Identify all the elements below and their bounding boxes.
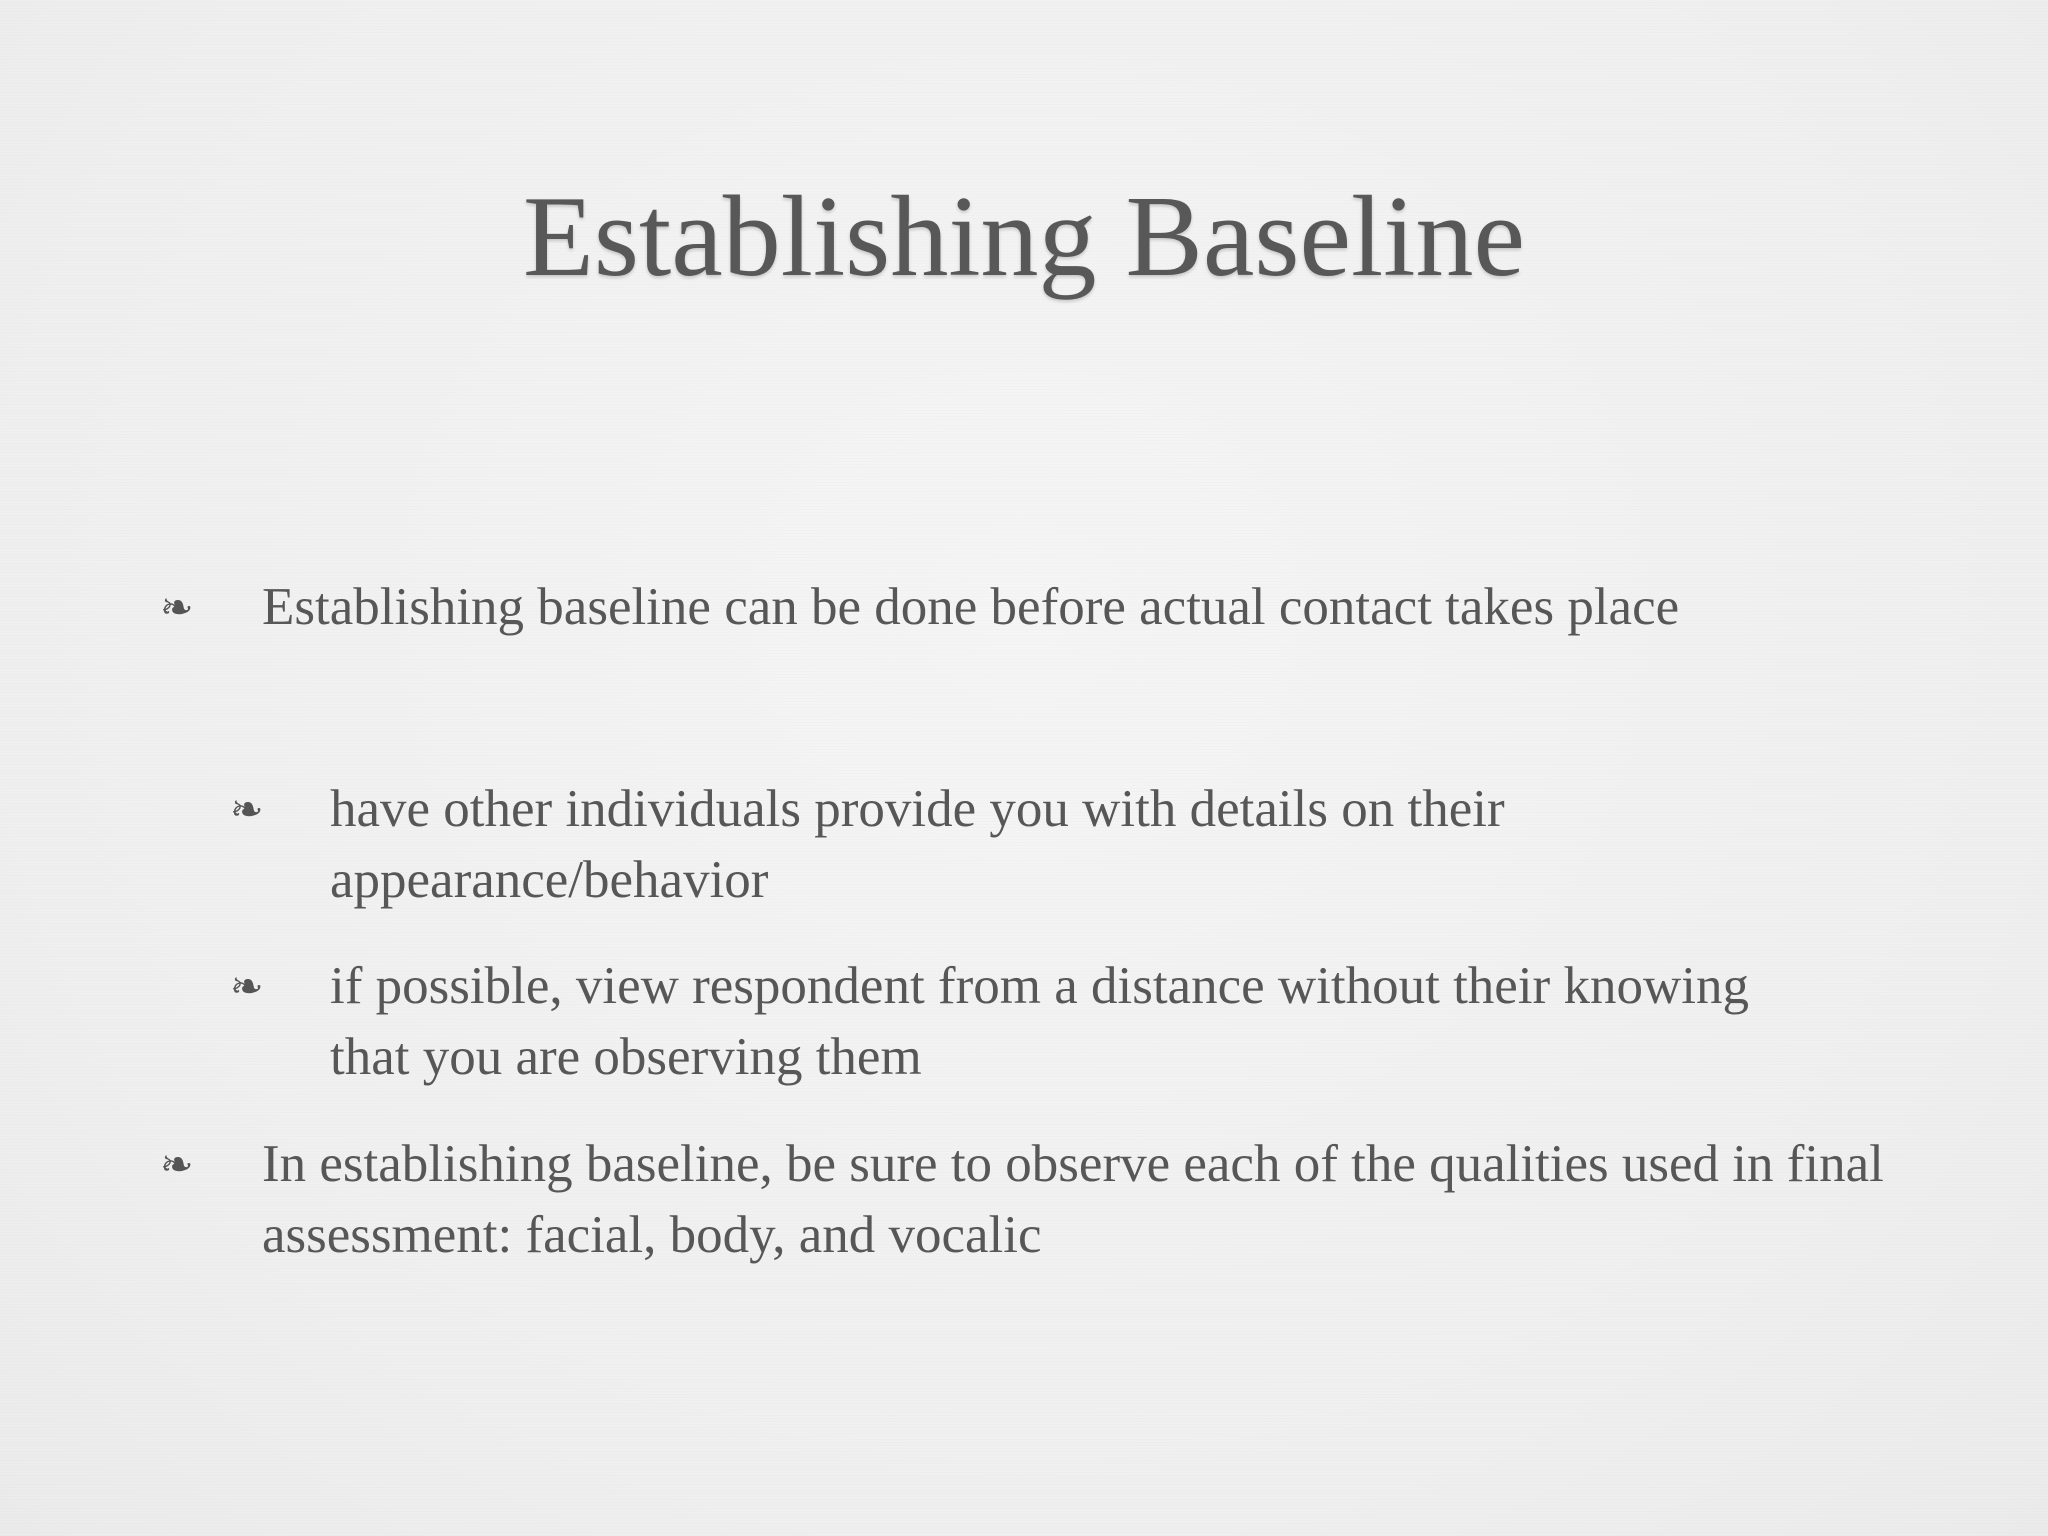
bullet-text-3: if possible, view respondent from a distance without their knowing that you are observing them — [330, 957, 1749, 1086]
floral-bullet-icon: ❧ — [230, 787, 264, 832]
slide-title: Establishing Baseline — [523, 173, 1525, 301]
floral-bullet-icon: ❧ — [160, 1142, 194, 1187]
bullet-item-1 — [160, 572, 1902, 643]
bullet-item-2 — [230, 774, 1830, 916]
bullet-item-4 — [160, 1129, 1902, 1271]
bullet-text-2: have other individuals provide you with details on their appearance/behavior — [330, 780, 1505, 909]
bullet-text-1: Establishing baseline can be done before actual contact takes place — [262, 578, 1680, 636]
bullet-item-3 — [230, 951, 1830, 1093]
floral-bullet-icon: ❧ — [160, 585, 194, 630]
floral-bullet-icon: ❧ — [230, 964, 264, 1009]
bullet-text-4: In establishing baseline, be sure to observe each of the qualities used in final assessment: facial, body, and vocalic — [262, 1135, 1884, 1264]
